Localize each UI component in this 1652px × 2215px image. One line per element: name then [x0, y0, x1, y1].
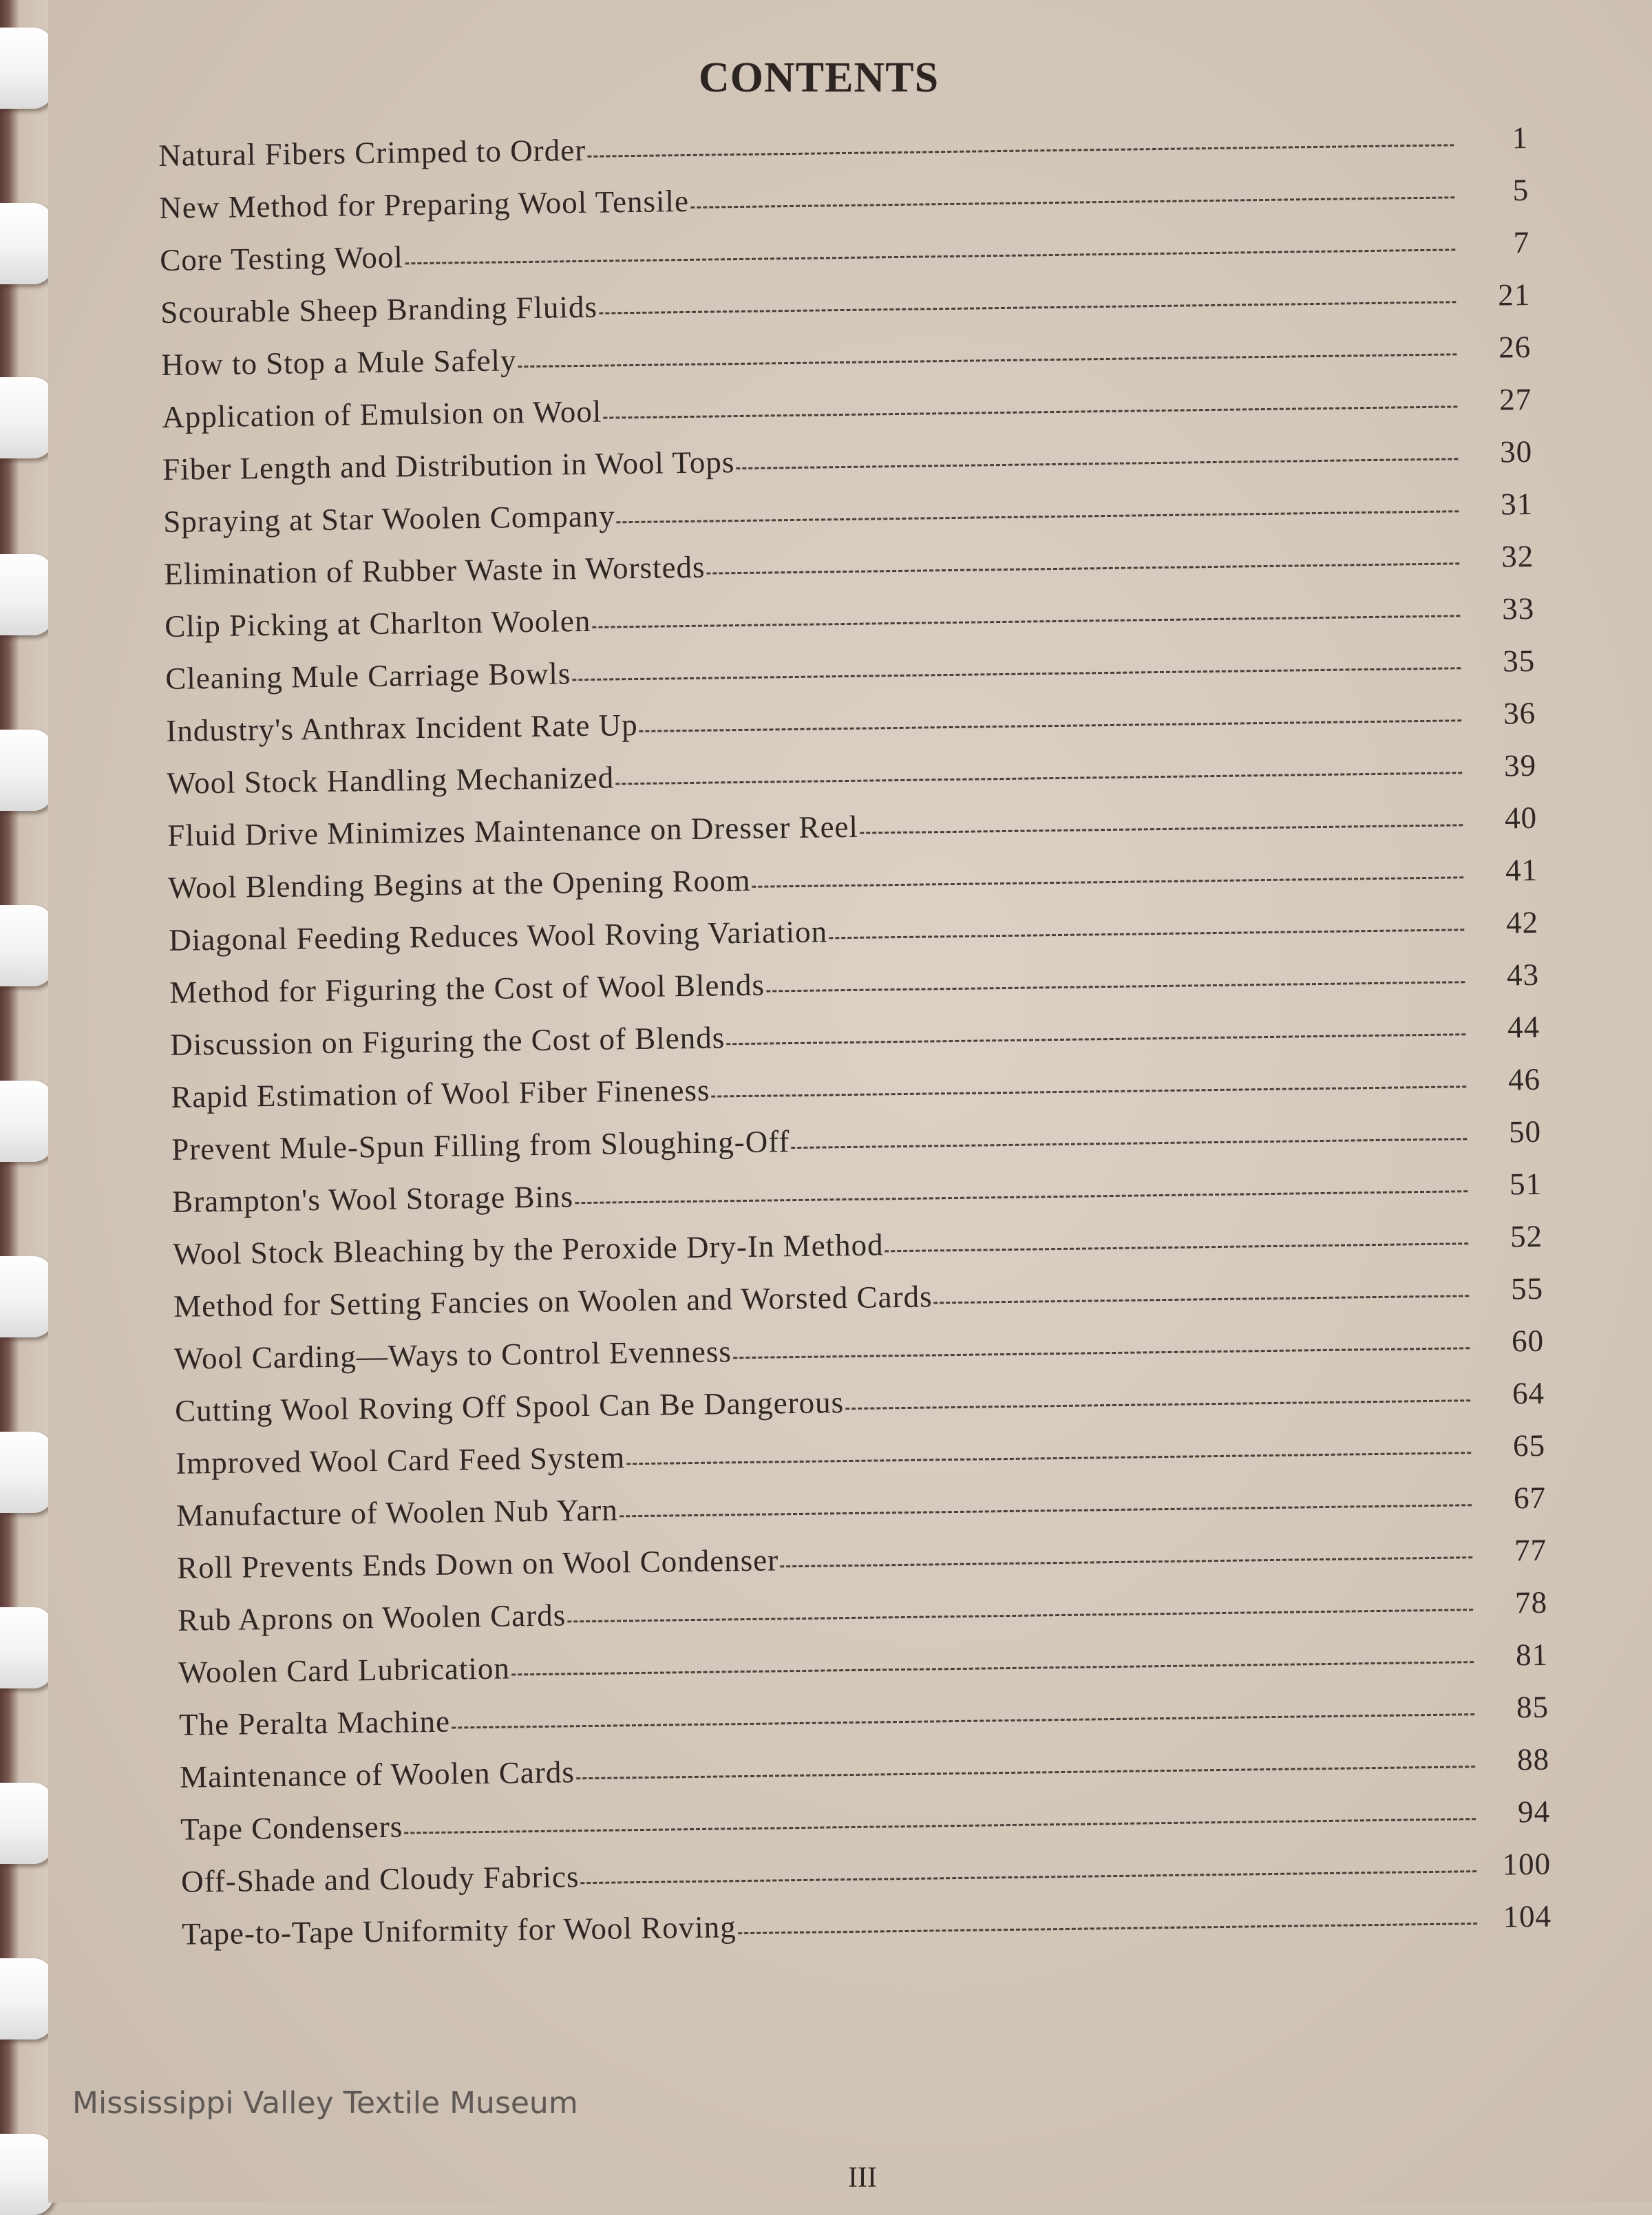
toc-entry-page: 27	[1499, 381, 1532, 417]
dot-leader	[726, 1033, 1465, 1045]
toc-entry-title: Cutting Wool Roving Off Spool Can Be Dangerous	[174, 1385, 845, 1428]
dot-leader	[845, 1399, 1470, 1410]
toc-entry-title: Wool Stock Handling Mechanized	[166, 760, 615, 801]
binding-ring	[0, 730, 54, 811]
toc-entry-page: 100	[1502, 1846, 1552, 1882]
binding-ring	[0, 1958, 54, 2039]
toc-entry-title: Tape Condensers	[180, 1809, 403, 1847]
toc-entry-page: 5	[1512, 172, 1529, 208]
toc-entry-page: 67	[1513, 1480, 1547, 1516]
toc-entry-page: 32	[1501, 538, 1534, 574]
toc-entry-page: 81	[1515, 1637, 1549, 1673]
toc-entry-title: Diagonal Feeding Reduces Wool Roving Variation	[168, 914, 828, 957]
dot-leader	[405, 248, 1455, 264]
dot-leader	[860, 824, 1463, 834]
dot-leader	[736, 458, 1458, 469]
toc-entry-title: Tape-to-Tape Uniformity for Wool Roving	[181, 1909, 737, 1951]
toc-entry-title: Method for Setting Fancies on Woolen and Worsted Cards	[173, 1279, 933, 1324]
dot-leader	[707, 562, 1460, 574]
toc-entry-page: 64	[1512, 1375, 1545, 1411]
toc-entry-page: 55	[1510, 1271, 1544, 1306]
toc-entry-title: Brampton's Wool Storage Bins	[171, 1179, 574, 1219]
dot-leader	[885, 1242, 1469, 1252]
toc-entry-page: 21	[1497, 277, 1531, 312]
toc-entry-page: 33	[1501, 591, 1535, 626]
toc-entry-title: Wool Carding—Ways to Control Evenness	[173, 1334, 732, 1376]
dot-leader	[567, 1609, 1473, 1622]
toc-entry-page: 52	[1510, 1218, 1543, 1254]
dot-leader	[404, 1818, 1476, 1834]
toc-entry-title: Rub Aprons on Woolen Cards	[177, 1598, 566, 1638]
toc-entry-page: 77	[1514, 1532, 1547, 1568]
binding-ring	[0, 1783, 54, 1864]
toc-entry-page: 31	[1500, 486, 1534, 522]
toc-entry-title: Wool Stock Bleaching by the Peroxide Dry-In Method	[172, 1227, 884, 1271]
binding-ring	[0, 377, 54, 458]
page-number: III	[848, 2162, 877, 2194]
binding-ring	[0, 1607, 54, 1688]
spiral-binding	[0, 0, 48, 2203]
dot-leader	[511, 1661, 1474, 1675]
table-of-contents	[158, 120, 1552, 1969]
binding-ring	[0, 2134, 54, 2215]
dot-leader	[733, 1347, 1470, 1359]
dot-leader	[639, 719, 1461, 732]
page-title: CONTENTS	[699, 54, 940, 101]
dot-leader	[572, 667, 1461, 681]
toc-entry-title: Core Testing Wool	[160, 240, 404, 277]
toc-entry-page: 46	[1507, 1061, 1541, 1097]
toc-entry-page: 39	[1503, 748, 1537, 783]
toc-entry-title: Woolen Card Lubrication	[178, 1651, 511, 1690]
toc-entry-title: Maintenance of Woolen Cards	[179, 1755, 575, 1794]
toc-entry-page: 36	[1503, 695, 1536, 731]
toc-entry-page: 51	[1509, 1166, 1543, 1202]
watermark-text: Mississippi Valley Textile Museum	[72, 2086, 578, 2121]
toc-entry-page: 40	[1504, 800, 1538, 836]
toc-entry-page: 85	[1516, 1689, 1549, 1725]
binding-ring	[0, 203, 54, 284]
toc-entry-page: 42	[1505, 904, 1539, 940]
dot-leader	[592, 615, 1460, 628]
dot-leader	[752, 876, 1464, 888]
toc-entry-title: The Peralta Machine	[178, 1704, 451, 1742]
toc-entry-title: Prevent Mule-Spun Filling from Sloughing-Off	[171, 1124, 790, 1167]
toc-entry-title: Industry's Anthrax Incident Rate Up	[165, 707, 639, 748]
dot-leader	[603, 405, 1457, 418]
dot-leader	[452, 1713, 1474, 1728]
binding-ring	[0, 1256, 54, 1337]
toc-entry-page: 94	[1517, 1794, 1551, 1830]
toc-entry-title: Rapid Estimation of Wool Fiber Fineness	[170, 1072, 710, 1114]
toc-entry-title: Scourable Sheep Branding Fluids	[160, 289, 598, 330]
dot-leader	[766, 981, 1465, 992]
toc-entry-title: Wool Blending Begins at the Opening Room	[167, 862, 751, 905]
toc-entry-page: 88	[1516, 1741, 1550, 1777]
dot-leader	[712, 1085, 1467, 1097]
binding-ring	[0, 28, 54, 109]
toc-entry-title: Fluid Drive Minimizes Maintenance on Dresser Reel	[167, 809, 859, 853]
dot-leader	[575, 1190, 1468, 1204]
toc-entry-page: 30	[1499, 434, 1533, 469]
dot-leader	[626, 1452, 1471, 1465]
toc-entry-title: Application of Emulsion on Wool	[161, 394, 602, 434]
binding-ring	[0, 554, 54, 635]
dot-leader	[576, 1766, 1475, 1779]
dot-leader	[690, 196, 1454, 209]
dot-leader	[581, 1870, 1477, 1884]
dot-leader	[791, 1138, 1467, 1149]
binding-ring	[0, 1432, 54, 1513]
dot-leader	[617, 510, 1459, 523]
toc-entry-page: 35	[1502, 643, 1536, 679]
toc-entry-title: Clip Picking at Charlton Woolen	[164, 603, 591, 644]
toc-entry-page: 7	[1513, 224, 1530, 260]
binding-ring	[0, 1081, 54, 1162]
toc-entry-page: 43	[1506, 957, 1540, 993]
toc-entry-title: New Method for Preparing Wool Tensile	[159, 183, 690, 225]
toc-entry-title: Manufacture of Woolen Nub Yarn	[176, 1492, 619, 1533]
dot-leader	[934, 1295, 1470, 1304]
toc-entry-title: Natural Fibers Crimped to Order	[158, 132, 586, 173]
toc-entry-page: 104	[1503, 1898, 1552, 1934]
dot-leader	[615, 772, 1462, 785]
toc-entry-title: Off-Shade and Cloudy Fabrics	[180, 1859, 580, 1899]
toc-entry-title: Spraying at Star Woolen Company	[162, 498, 616, 539]
toc-entry-page: 44	[1507, 1009, 1540, 1045]
toc-entry-title: Fiber Length and Distribution in Wool Tops	[162, 445, 735, 487]
toc-entry-title: Discussion on Figuring the Cost of Blends	[169, 1020, 726, 1062]
dot-leader	[829, 929, 1464, 939]
dot-leader	[780, 1556, 1472, 1567]
dot-leader	[518, 353, 1457, 368]
toc-entry-page: 60	[1511, 1323, 1545, 1359]
toc-entry-title: How to Stop a Mule Safely	[160, 343, 517, 382]
toc-entry-page: 50	[1508, 1114, 1542, 1149]
dot-leader	[599, 301, 1456, 314]
toc-entry-title: Elimination of Rubber Waste in Worsteds	[163, 549, 706, 591]
dot-leader	[620, 1504, 1472, 1517]
toc-entry-page: 26	[1498, 329, 1532, 365]
toc-entry-title: Method for Figuring the Cost of Wool Blends	[169, 967, 765, 1010]
dot-leader	[738, 1922, 1477, 1934]
binding-ring	[0, 905, 54, 986]
toc-entry-page: 65	[1512, 1428, 1546, 1463]
dot-leader	[587, 144, 1454, 157]
toc-entry-page: 1	[1512, 120, 1529, 156]
toc-entry-title: Cleaning Mule Carriage Bowls	[165, 656, 571, 696]
toc-entry-page: 78	[1514, 1585, 1548, 1620]
toc-entry-title: Roll Prevents Ends Down on Wool Condenser	[176, 1543, 779, 1585]
toc-entry-page: 41	[1505, 852, 1538, 888]
toc-entry-title: Improved Wool Card Feed System	[175, 1440, 626, 1481]
